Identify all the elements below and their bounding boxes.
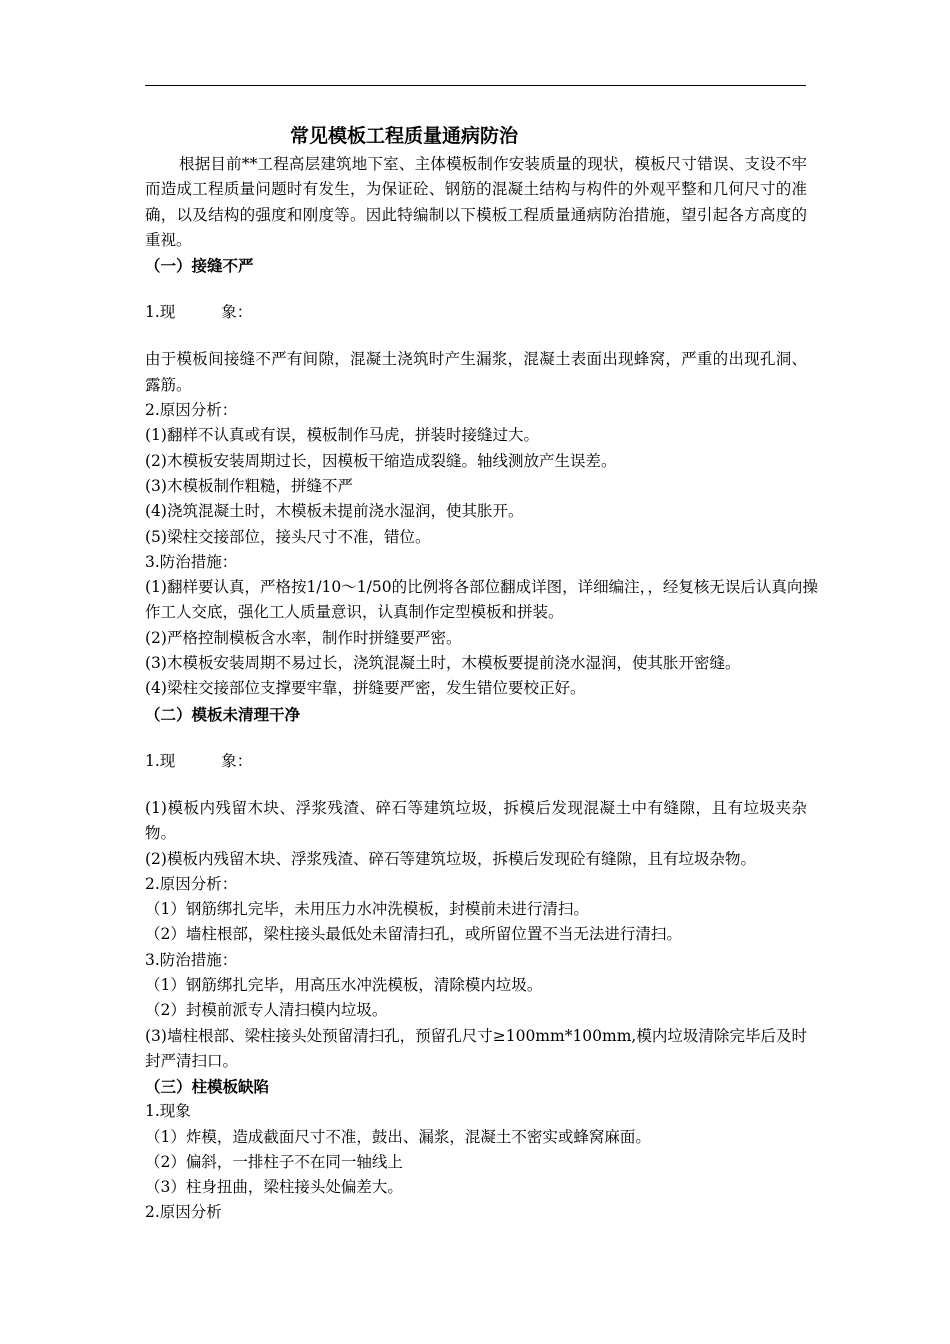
section-heading: （一）接缝不严: [145, 256, 254, 276]
phenomenon-label-char: 象：: [221, 751, 253, 770]
list-item: （2）封模前派专人清扫模内垃圾。: [145, 1001, 388, 1020]
section-heading: （二）模板未清理干净: [145, 704, 301, 724]
list-item: （2）墙柱根部，梁柱接头最低处未留清扫孔，或所留位置不当无法进行清扫。: [145, 925, 682, 944]
measure-label: 3.防治措施：: [145, 552, 238, 571]
list-item: （1）炸模，造成截面尺寸不准，鼓出、漏浆，混凝土不密实或蜂窝麻面。: [145, 1127, 651, 1146]
list-item: （3）柱身扭曲，梁柱接头处偏差大。: [145, 1178, 403, 1197]
document-body: [145, 118, 825, 1226]
measure-label: 3.防治措施：: [145, 950, 238, 969]
phenomenon-text: 由于模板间接缝不严有间隙，混凝土浇筑时产生漏浆，混凝土表面出现蜂窝，严重的出现孔洞、露筋。: [145, 350, 807, 394]
phenomenon-label: [145, 300, 825, 325]
phenomenon-label-num: 1.现: [145, 751, 176, 770]
document-title: 常见模板工程质量通病防治: [290, 125, 519, 147]
cause-label: 2.原因分析：: [145, 401, 238, 420]
list-item: (2)木模板安装周期过长，因模板干缩造成裂缝。轴线测放产生误差。: [145, 451, 617, 470]
section-heading: （三）柱模板缺陷: [145, 1077, 270, 1097]
cause-label: 2.原因分析：: [145, 874, 238, 893]
header-rule: [145, 85, 806, 86]
list-item: (1)翻样要认真，严格按1/10～1/50的比例将各部位翻成详图，详细编注，，经复核无误后认真向操作工人交底，强化工人质量意识，认真制作定型模板和拼装。: [145, 578, 818, 622]
list-item: (2)严格控制模板含水率，制作时拼缝要严密。: [145, 628, 462, 647]
list-item: (3)木模板安装周期不易过长，浇筑混凝土时，木模板要提前浇水湿润，使其胀开密缝。: [145, 654, 741, 673]
list-item: (2)模板内残留木块、浮浆残渣、碎石等建筑垃圾，拆模后发现砼有缝隙，且有垃圾杂物。: [145, 849, 756, 868]
list-item: （2）偏斜，一排柱子不在同一轴线上: [145, 1152, 403, 1171]
list-item: (4)梁柱交接部位支撑要牢靠，拼缝要严密，发生错位要校正好。: [145, 679, 586, 698]
phenomenon-label: [145, 749, 825, 774]
list-item: (1)翻样不认真或有误，模板制作马虎，拼装时接缝过大。: [145, 426, 539, 445]
cause-label: 2.原因分析: [145, 1203, 222, 1222]
intro-paragraph: 根据目前**工程高层建筑地下室、主体模板制作安装质量的现状，模板尺寸错误、支设不牢而造成工程质量问题时有发生，为保证砼、钢筋的混凝土结构与构件的外观平整和几何尺寸的准确，以及结构的强度和刚度等。因此特编制以下模板工程质量通病防治措施，望引起各方高度的重视。: [145, 155, 807, 249]
list-item: (1)模板内残留木块、浮浆残渣、碎石等建筑垃圾，拆模后发现混凝土中有缝隙，且有垃圾夹杂物。: [145, 798, 807, 843]
list-item: (3)墙柱根部、梁柱接头处预留清扫孔，预留孔尺寸≥100mm*100mm,模内垃圾清除完毕后及时封严清扫口。: [145, 1026, 807, 1070]
phenomenon-label-num: 1.现: [145, 303, 176, 322]
list-item: （1）钢筋绑扎完毕，用高压水冲洗模板，清除模内垃圾。: [145, 976, 543, 995]
phenomenon-label: 1.现象: [145, 1102, 191, 1121]
phenomenon-label-char: 象：: [221, 303, 253, 322]
list-item: (5)梁柱交接部位，接头尺寸不准，错位。: [145, 527, 431, 546]
list-item: (3)木模板制作粗糙，拼缝不严: [145, 476, 353, 495]
list-item: (4)浇筑混凝土时，木模板未提前浇水湿润，使其胀开。: [145, 502, 524, 521]
list-item: （1）钢筋绑扎完毕，未用压力水冲洗模板，封模前未进行清扫。: [145, 900, 589, 919]
